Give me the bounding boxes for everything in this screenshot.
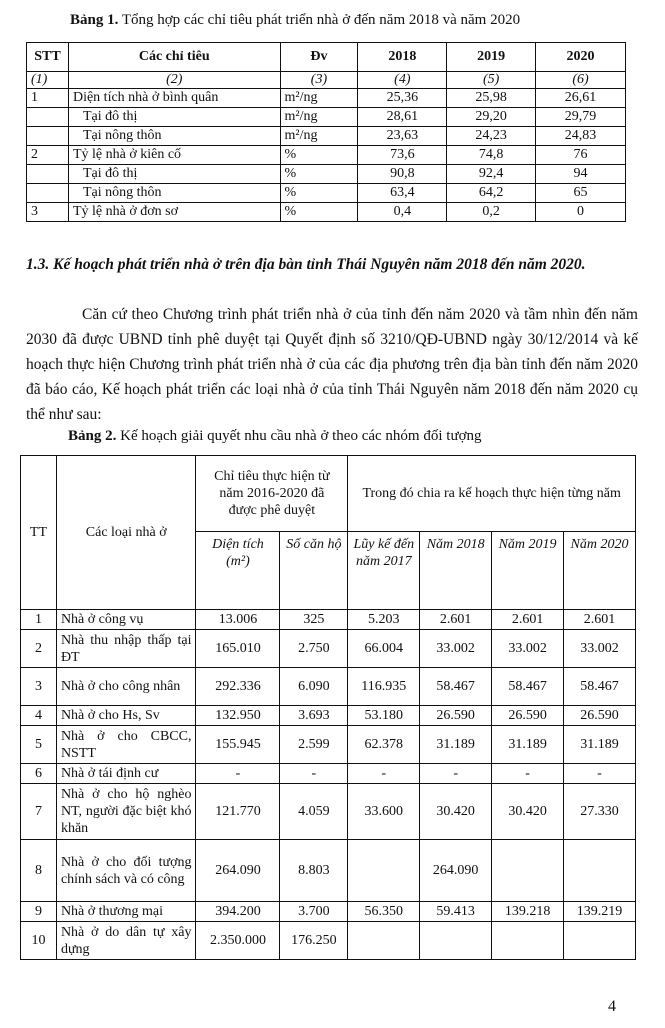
table2-2020-cell: 31.189	[564, 726, 636, 764]
table1-value-cell: 0	[536, 203, 626, 222]
table1-value-cell: 64,2	[447, 184, 536, 203]
table2-area-cell: 394.200	[196, 902, 280, 922]
table2-tt-cell: 6	[21, 764, 57, 784]
table2-name-cell: Nhà ở cho Hs, Sv	[56, 706, 196, 726]
table1-index-cell: (3)	[280, 72, 358, 89]
table2-name-cell: Nhà ở tái định cư	[56, 764, 196, 784]
table2-cum-cell: 5.203	[348, 610, 420, 630]
table1-stt-cell	[27, 184, 69, 203]
table2-area-cell: 2.350.000	[196, 922, 280, 960]
section-heading: 1.3. Kế hoạch phát triển nhà ở trên địa bàn tỉnh Thái Nguyên năm 2018 đến năm 2020.	[26, 256, 586, 273]
table2-2019-cell: 31.189	[492, 726, 564, 764]
table2-cum-cell: 62.378	[348, 726, 420, 764]
table2-cum-cell: 33.600	[348, 784, 420, 840]
table2-2020-cell	[564, 922, 636, 960]
table1-value-cell: 73,6	[358, 146, 447, 165]
table2-header-plan: Trong đó chia ra kế hoạch thực hiện từng năm	[348, 456, 636, 532]
table2-area-cell: 292.336	[196, 668, 280, 706]
table1-index-cell: (6)	[536, 72, 626, 89]
table1-label-cell: Tại nông thôn	[68, 184, 280, 203]
table2-cum-cell: 66.004	[348, 630, 420, 668]
table-row	[21, 922, 636, 960]
table1-header-unit: Đv	[280, 43, 358, 72]
table1-value-cell: 74,8	[447, 146, 536, 165]
table1-stt-cell	[27, 108, 69, 127]
table2-header-type: Các loại nhà ở	[56, 456, 196, 610]
table2-caption	[68, 428, 482, 445]
table1-header-stt: STT	[27, 43, 69, 72]
table1-label-cell: Tỷ lệ nhà ở đơn sơ	[68, 203, 280, 222]
table-row	[21, 784, 636, 840]
table1-value-cell: 90,8	[358, 165, 447, 184]
table2-header-2018: Năm 2018	[420, 532, 492, 610]
table2-tt-cell: 3	[21, 668, 57, 706]
table2-units-cell: -	[280, 764, 348, 784]
table2-header-target: Chỉ tiêu thực hiện từ năm 2016-2020 đã được phê duyệt	[196, 456, 348, 532]
table1-header-indicator: Các chỉ tiêu	[68, 43, 280, 72]
table2-2018-cell: 2.601	[420, 610, 492, 630]
table-row	[21, 610, 636, 630]
table1-stt-cell: 2	[27, 146, 69, 165]
table1-header-2019: 2019	[447, 43, 536, 72]
table2-2019-cell: 139.218	[492, 902, 564, 922]
table2-cum-cell: 53.180	[348, 706, 420, 726]
table-row	[21, 726, 636, 764]
table1-value-cell: 0,2	[447, 203, 536, 222]
table1-value-cell: 24,83	[536, 127, 626, 146]
table2-2019-cell: 30.420	[492, 784, 564, 840]
body-paragraph: Căn cứ theo Chương trình phát triển nhà ở của tỉnh đến năm 2020 và tầm nhìn đến năm 2030 đã được UBND tỉnh phê duyệt tại Quyết định số 3210/QĐ-UBND ngày 30/12/2014 và kế hoạch thực hiện Chương trình phát triển nhà ở của các địa phương trên địa bàn tỉnh đến năm 2020 đã báo cáo, Kế hoạch phát triển các loại nhà ở của tỉnh Thái Nguyên năm 2018 đến năm 2020 cụ thể như sau:	[26, 306, 638, 423]
table2-name-cell: Nhà ở cho CBCC, NSTT	[56, 726, 196, 764]
table1-index-cell: (4)	[358, 72, 447, 89]
table2-units-cell: 2.750	[280, 630, 348, 668]
table1-caption	[70, 12, 520, 29]
table2-2020-cell: 26.590	[564, 706, 636, 726]
table2-2020-cell: 27.330	[564, 784, 636, 840]
table2-tt-cell: 7	[21, 784, 57, 840]
table-row	[27, 127, 626, 146]
table2-header-area: Diện tích (m²)	[196, 532, 280, 610]
table1-label-cell: Diện tích nhà ở bình quân	[68, 89, 280, 108]
table2-name-cell: Nhà ở công vụ	[56, 610, 196, 630]
table1-index-row	[27, 72, 626, 89]
table1-header-row	[27, 43, 626, 72]
table2-2018-cell: 31.189	[420, 726, 492, 764]
table2-2018-cell	[420, 922, 492, 960]
table2-cum-cell: 56.350	[348, 902, 420, 922]
table1-value-cell: 94	[536, 165, 626, 184]
table1-label-cell: Tỷ lệ nhà ở kiên cố	[68, 146, 280, 165]
table2-header-2019: Năm 2019	[492, 532, 564, 610]
table2-units-cell: 3.700	[280, 902, 348, 922]
table1-index-cell: (5)	[447, 72, 536, 89]
table2-name-cell: Nhà ở cho hộ nghèo NT, người đặc biệt khó khăn	[56, 784, 196, 840]
table-row	[21, 630, 636, 668]
table2-2020-cell: 139.219	[564, 902, 636, 922]
table-row	[21, 840, 636, 902]
table2-area-cell: 132.950	[196, 706, 280, 726]
table2-units-cell: 176.250	[280, 922, 348, 960]
page-number: 4	[608, 998, 616, 1015]
table2-2019-cell: 33.002	[492, 630, 564, 668]
table1-value-cell: 25,36	[358, 89, 447, 108]
table1-value-cell: 28,61	[358, 108, 447, 127]
table1-value-cell: 24,23	[447, 127, 536, 146]
table1-unit-cell: m²/ng	[280, 108, 358, 127]
table2-area-cell: 264.090	[196, 840, 280, 902]
table1-index-cell: (2)	[68, 72, 280, 89]
table2-2020-cell: 2.601	[564, 610, 636, 630]
table2-area-cell: 121.770	[196, 784, 280, 840]
table2-2018-cell: 264.090	[420, 840, 492, 902]
table2-tt-cell: 4	[21, 706, 57, 726]
table2-header-2020: Năm 2020	[564, 532, 636, 610]
table2-name-cell: Nhà ở cho đối tượng chính sách và có công	[56, 840, 196, 902]
table2-area-cell: 155.945	[196, 726, 280, 764]
table2-units-cell: 8.803	[280, 840, 348, 902]
table-row	[27, 184, 626, 203]
table2-2020-cell: 33.002	[564, 630, 636, 668]
table2-2019-cell: 2.601	[492, 610, 564, 630]
table2-units-cell: 2.599	[280, 726, 348, 764]
table-row	[27, 89, 626, 108]
table-row	[21, 902, 636, 922]
table2-header-units: Số căn hộ	[280, 532, 348, 610]
table2-2018-cell: 30.420	[420, 784, 492, 840]
table1-index-cell: (1)	[27, 72, 69, 89]
table2-header-row	[21, 456, 636, 532]
table1-stt-cell	[27, 127, 69, 146]
table-row	[21, 668, 636, 706]
table2-units-cell: 6.090	[280, 668, 348, 706]
table1-value-cell: 25,98	[447, 89, 536, 108]
table1-stt-cell: 3	[27, 203, 69, 222]
table1-value-cell: 26,61	[536, 89, 626, 108]
table2-2019-cell	[492, 840, 564, 902]
table1-unit-cell: %	[280, 165, 358, 184]
table2-2020-cell: 58.467	[564, 668, 636, 706]
table2-2018-cell: 33.002	[420, 630, 492, 668]
table2-caption-text: Kế hoạch giải quyết nhu cầu nhà ở theo các nhóm đối tượng	[116, 428, 482, 444]
table2-tt-cell: 2	[21, 630, 57, 668]
table1-label-cell: Tại đô thị	[68, 108, 280, 127]
table-row	[27, 108, 626, 127]
table1-label-cell: Tại đô thị	[68, 165, 280, 184]
table-row	[21, 706, 636, 726]
table2-2018-cell: -	[420, 764, 492, 784]
table2-tt-cell: 8	[21, 840, 57, 902]
table2-cum-cell: -	[348, 764, 420, 784]
table1-value-cell: 23,63	[358, 127, 447, 146]
table2-caption-label: Bảng 2.	[68, 428, 117, 444]
table2-name-cell: Nhà ở cho công nhân	[56, 668, 196, 706]
table2-name-cell: Nhà thu nhập thấp tại ĐT	[56, 630, 196, 668]
table2-tt-cell: 5	[21, 726, 57, 764]
table2-name-cell: Nhà ở thương mại	[56, 902, 196, 922]
table1-value-cell: 76	[536, 146, 626, 165]
table-row	[27, 203, 626, 222]
table1-unit-cell: m²/ng	[280, 89, 358, 108]
table1-unit-cell: %	[280, 146, 358, 165]
table1-value-cell: 63,4	[358, 184, 447, 203]
table1-stt-cell	[27, 165, 69, 184]
table2-name-cell: Nhà ở do dân tự xây dựng	[56, 922, 196, 960]
table2	[20, 455, 636, 960]
table2-2020-cell: -	[564, 764, 636, 784]
table2-area-cell: -	[196, 764, 280, 784]
table2-2018-cell: 59.413	[420, 902, 492, 922]
table1-label-cell: Tại nông thôn	[68, 127, 280, 146]
table2-2018-cell: 58.467	[420, 668, 492, 706]
table1-value-cell: 0,4	[358, 203, 447, 222]
table1-unit-cell: %	[280, 184, 358, 203]
table2-units-cell: 325	[280, 610, 348, 630]
table2-area-cell: 13.006	[196, 610, 280, 630]
table1-value-cell: 65	[536, 184, 626, 203]
table2-area-cell: 165.010	[196, 630, 280, 668]
table2-2019-cell: -	[492, 764, 564, 784]
table1-header-2018: 2018	[358, 43, 447, 72]
table2-tt-cell: 9	[21, 902, 57, 922]
table2-2020-cell	[564, 840, 636, 902]
table2-2019-cell: 26.590	[492, 706, 564, 726]
table1-value-cell: 29,20	[447, 108, 536, 127]
table2-header-cumulative: Lũy kế đến năm 2017	[348, 532, 420, 610]
table2-2019-cell	[492, 922, 564, 960]
table-row	[21, 764, 636, 784]
table2-cum-cell	[348, 840, 420, 902]
table2-header-tt: TT	[21, 456, 57, 610]
table2-cum-cell	[348, 922, 420, 960]
table1-unit-cell: m²/ng	[280, 127, 358, 146]
table1-caption-label: Bảng 1.	[70, 12, 119, 28]
table1-unit-cell: %	[280, 203, 358, 222]
table1	[26, 42, 626, 222]
table2-tt-cell: 10	[21, 922, 57, 960]
table1-stt-cell: 1	[27, 89, 69, 108]
table2-tt-cell: 1	[21, 610, 57, 630]
table1-header-2020: 2020	[536, 43, 626, 72]
table2-cum-cell: 116.935	[348, 668, 420, 706]
table-row	[27, 165, 626, 184]
table2-units-cell: 4.059	[280, 784, 348, 840]
table-row	[27, 146, 626, 165]
table1-caption-text: Tổng hợp các chỉ tiêu phát triển nhà ở đến năm 2018 và năm 2020	[118, 12, 521, 28]
table1-value-cell: 92,4	[447, 165, 536, 184]
table2-units-cell: 3.693	[280, 706, 348, 726]
table1-value-cell: 29,79	[536, 108, 626, 127]
table2-2019-cell: 58.467	[492, 668, 564, 706]
table2-2018-cell: 26.590	[420, 706, 492, 726]
